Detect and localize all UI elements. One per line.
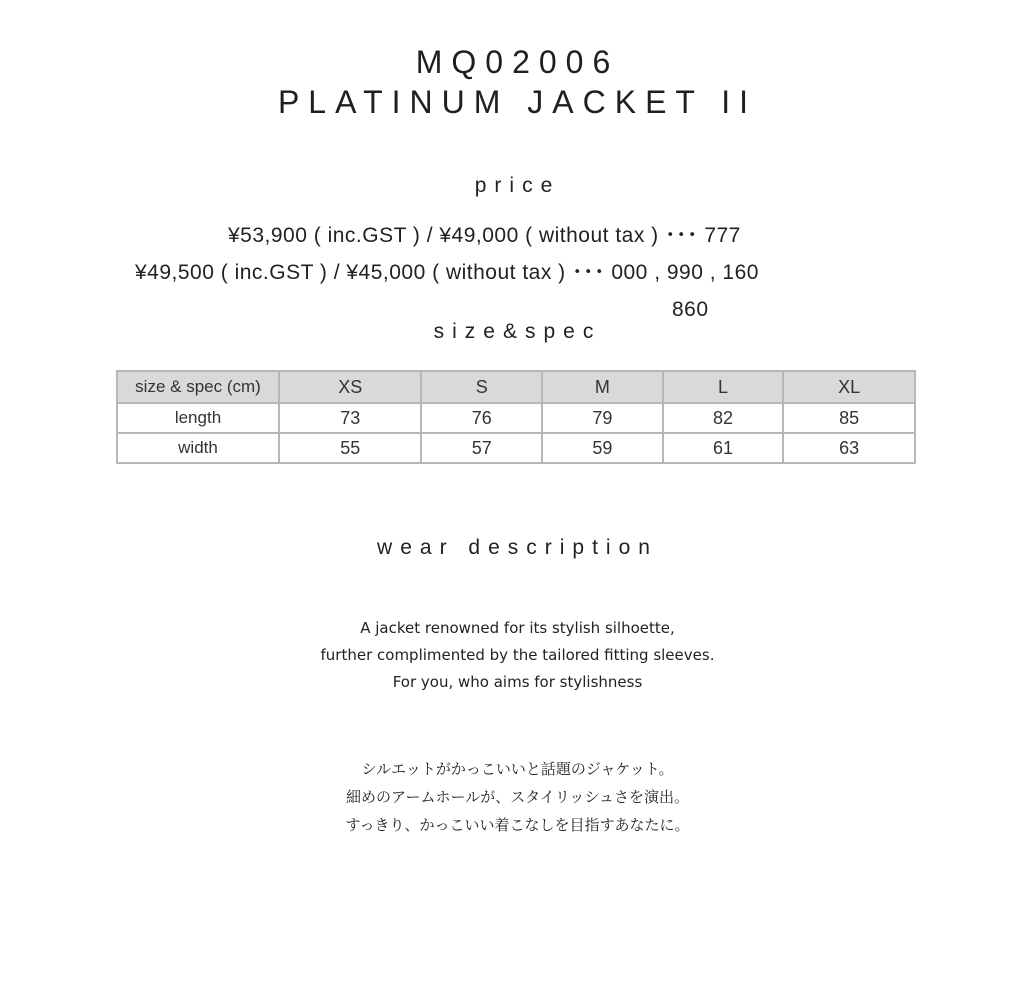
size-header-l: L bbox=[663, 371, 784, 403]
row-label-length: length bbox=[117, 403, 279, 433]
size-header-s: S bbox=[421, 371, 542, 403]
wear-description-heading: wear description bbox=[377, 536, 658, 559]
product-code: MQ02006 bbox=[415, 44, 620, 80]
description-ja-line: 細めのアームホールが、スタイリッシュさを演出。 bbox=[345, 788, 690, 806]
table-cell: 55 bbox=[279, 433, 421, 463]
table-cell: 57 bbox=[421, 433, 542, 463]
description-en-line: For you, who aims for stylishness bbox=[392, 673, 643, 691]
spec-heading: size&spec bbox=[433, 320, 602, 343]
table-cell: 79 bbox=[542, 403, 663, 433]
price-line-2-continued: 860 bbox=[672, 298, 709, 321]
product-name: PLATINUM JACKET II bbox=[277, 84, 758, 120]
size-spec-header-row bbox=[117, 371, 915, 403]
table-cell: 82 bbox=[663, 403, 784, 433]
row-label-width: width bbox=[117, 433, 279, 463]
size-header-xl: XL bbox=[783, 371, 915, 403]
table-row-width bbox=[117, 433, 915, 463]
table-row-length bbox=[117, 403, 915, 433]
description-en-line: A jacket renowned for its stylish silhoette, bbox=[360, 619, 675, 637]
description-en-line: further complimented by the tailored fitting sleeves. bbox=[320, 646, 715, 664]
size-spec-corner-header: size & spec (cm) bbox=[117, 371, 279, 403]
table-cell: 59 bbox=[542, 433, 663, 463]
description-ja-line: シルエットがかっこいいと話題のジャケット。 bbox=[361, 760, 674, 778]
table-cell: 61 bbox=[663, 433, 784, 463]
size-header-xs: XS bbox=[279, 371, 421, 403]
price-heading: price bbox=[474, 174, 561, 197]
size-header-m: M bbox=[542, 371, 663, 403]
price-line-1: ¥53,900 ( inc.GST ) / ¥49,000 ( without tax ) ･･･ 777 bbox=[228, 224, 741, 247]
table-cell: 63 bbox=[783, 433, 915, 463]
table-cell: 76 bbox=[421, 403, 542, 433]
table-cell: 73 bbox=[279, 403, 421, 433]
table-cell: 85 bbox=[783, 403, 915, 433]
size-spec-table bbox=[116, 370, 916, 464]
description-ja-line: すっきり、かっこいい着こなしを目指すあなたに。 bbox=[345, 816, 690, 834]
price-line-2: ¥49,500 ( inc.GST ) / ¥45,000 ( without tax ) ･･･ 000 , 990 , 160 bbox=[135, 261, 759, 284]
